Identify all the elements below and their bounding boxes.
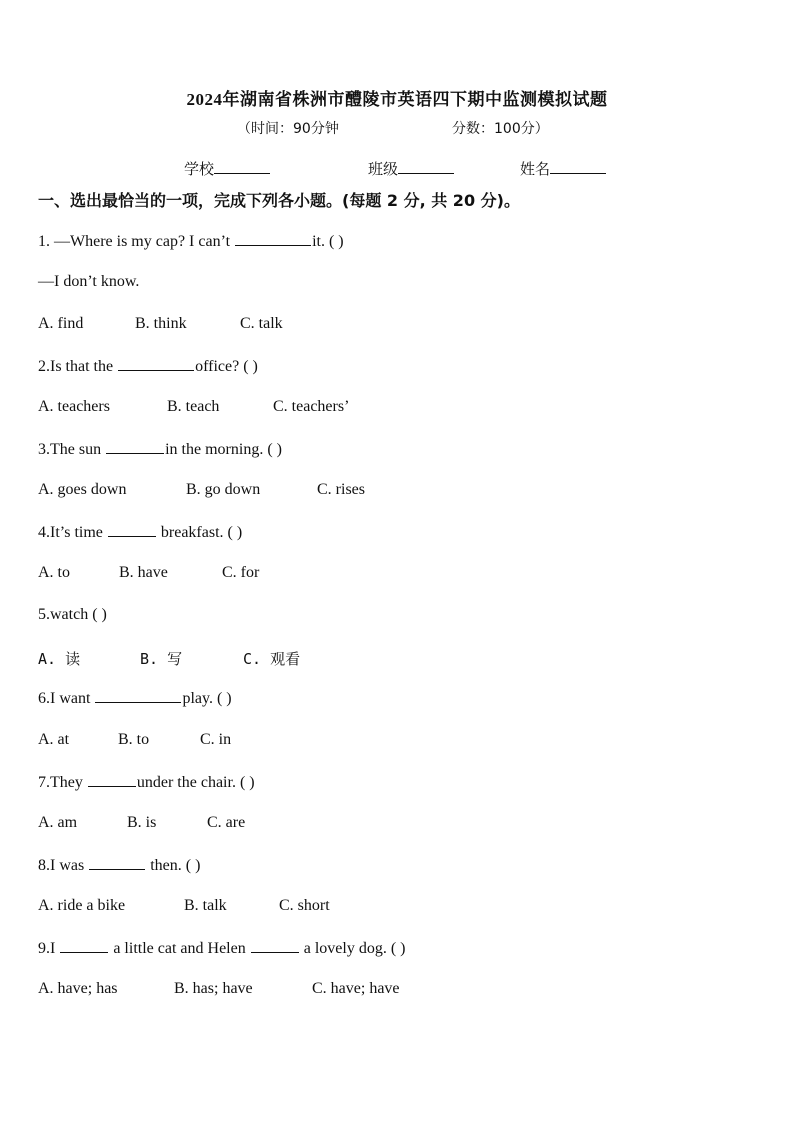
question-4 bbox=[38, 523, 242, 542]
option-a[interactable]: A. ride a bike bbox=[38, 897, 126, 914]
question-1-blank[interactable] bbox=[235, 232, 311, 246]
option-b[interactable]: B. go down bbox=[186, 481, 261, 498]
school-blank[interactable] bbox=[214, 159, 270, 174]
option-c[interactable]: C. rises bbox=[317, 481, 365, 498]
question-8-text-post: then. ( ) bbox=[146, 857, 201, 874]
question-9-text-mid: a little cat and Helen bbox=[109, 940, 250, 957]
exam-title: 2024年湖南省株洲市醴陵市英语四下期中监测模拟试题 bbox=[186, 90, 608, 109]
option-c[interactable]: C. in bbox=[200, 731, 232, 748]
question-7-blank[interactable] bbox=[88, 773, 136, 787]
option-c[interactable]: C. have; have bbox=[312, 980, 400, 997]
question-1-text-pre: 1. —Where is my cap? I can’t bbox=[38, 233, 235, 250]
class-blank[interactable] bbox=[398, 159, 454, 174]
option-c[interactable]: C. talk bbox=[240, 315, 283, 332]
question-9-text-pre: 9.I bbox=[38, 940, 60, 957]
question-3-blank[interactable] bbox=[106, 440, 164, 454]
question-8-blank[interactable] bbox=[89, 856, 145, 870]
name-blank[interactable] bbox=[550, 159, 606, 174]
option-b[interactable]: B. 写 bbox=[140, 650, 183, 668]
option-a[interactable]: A. goes down bbox=[38, 481, 127, 498]
option-b[interactable]: B. have bbox=[119, 564, 168, 581]
option-c[interactable]: C. short bbox=[279, 897, 330, 914]
question-7 bbox=[38, 773, 255, 792]
question-5-text: 5.watch ( ) bbox=[38, 606, 107, 623]
question-9-blank-1[interactable] bbox=[60, 939, 108, 953]
school-label: 学校 bbox=[184, 160, 215, 178]
question-6-blank[interactable] bbox=[95, 689, 181, 703]
question-2-text-post: office? ( ) bbox=[195, 358, 258, 375]
question-6 bbox=[38, 689, 232, 708]
question-9-blank-2[interactable] bbox=[251, 939, 299, 953]
question-4-text-post: breakfast. ( ) bbox=[156, 524, 243, 541]
name-field bbox=[520, 158, 606, 179]
option-b[interactable]: B. teach bbox=[167, 398, 220, 415]
option-c[interactable]: C. are bbox=[207, 814, 246, 831]
question-6-text-pre: 6.I want bbox=[38, 690, 95, 707]
question-3-text-post: in the morning. ( ) bbox=[165, 441, 282, 458]
option-b[interactable]: B. has; have bbox=[174, 980, 253, 997]
question-2 bbox=[38, 357, 258, 376]
option-c[interactable]: C. 观看 bbox=[243, 650, 301, 668]
question-7-text-pre: 7.They bbox=[38, 774, 87, 791]
option-b[interactable]: B. to bbox=[118, 731, 150, 748]
question-9-text-post: a lovely dog. ( ) bbox=[299, 940, 406, 957]
name-label: 姓名 bbox=[520, 160, 551, 178]
question-1-extra: —I don’t know. bbox=[38, 273, 140, 290]
question-9 bbox=[38, 939, 405, 958]
option-a[interactable]: A. find bbox=[38, 315, 84, 332]
question-4-blank[interactable] bbox=[108, 523, 156, 537]
option-b[interactable]: B. is bbox=[127, 814, 157, 831]
question-7-text-post: under the chair. ( ) bbox=[136, 774, 255, 791]
exam-score: 分数：100分） bbox=[452, 121, 549, 137]
option-b[interactable]: B. talk bbox=[184, 897, 227, 914]
question-8 bbox=[38, 856, 200, 875]
option-a[interactable]: A. am bbox=[38, 814, 78, 831]
question-1-text-post: it. ( ) bbox=[312, 233, 344, 250]
exam-time: （时间：90分钟 bbox=[237, 121, 339, 137]
question-3-text-pre: 3.The sun bbox=[38, 441, 106, 458]
question-2-blank[interactable] bbox=[118, 357, 194, 371]
question-5 bbox=[38, 606, 107, 624]
option-c[interactable]: C. for bbox=[222, 564, 260, 581]
option-c[interactable]: C. teachers’ bbox=[273, 398, 350, 415]
question-3 bbox=[38, 440, 282, 459]
school-field bbox=[184, 158, 270, 179]
question-8-text-pre: 8.I was bbox=[38, 857, 89, 874]
question-4-text-pre: 4.It’s time bbox=[38, 524, 107, 541]
option-a[interactable]: A. teachers bbox=[38, 398, 110, 415]
option-a[interactable]: A. have; has bbox=[38, 980, 118, 997]
question-6-text-post: play. ( ) bbox=[182, 690, 232, 707]
question-1 bbox=[38, 232, 344, 251]
class-label: 班级 bbox=[368, 160, 399, 178]
question-2-text-pre: 2.Is that the bbox=[38, 358, 118, 375]
section-heading: 一、选出最恰当的一项，完成下列各小题。(每题 2 分, 共 20 分)。 bbox=[38, 191, 520, 210]
option-a[interactable]: A. 读 bbox=[38, 650, 81, 668]
option-b[interactable]: B. think bbox=[135, 315, 187, 332]
option-a[interactable]: A. at bbox=[38, 731, 70, 748]
class-field bbox=[368, 158, 454, 179]
option-a[interactable]: A. to bbox=[38, 564, 70, 581]
